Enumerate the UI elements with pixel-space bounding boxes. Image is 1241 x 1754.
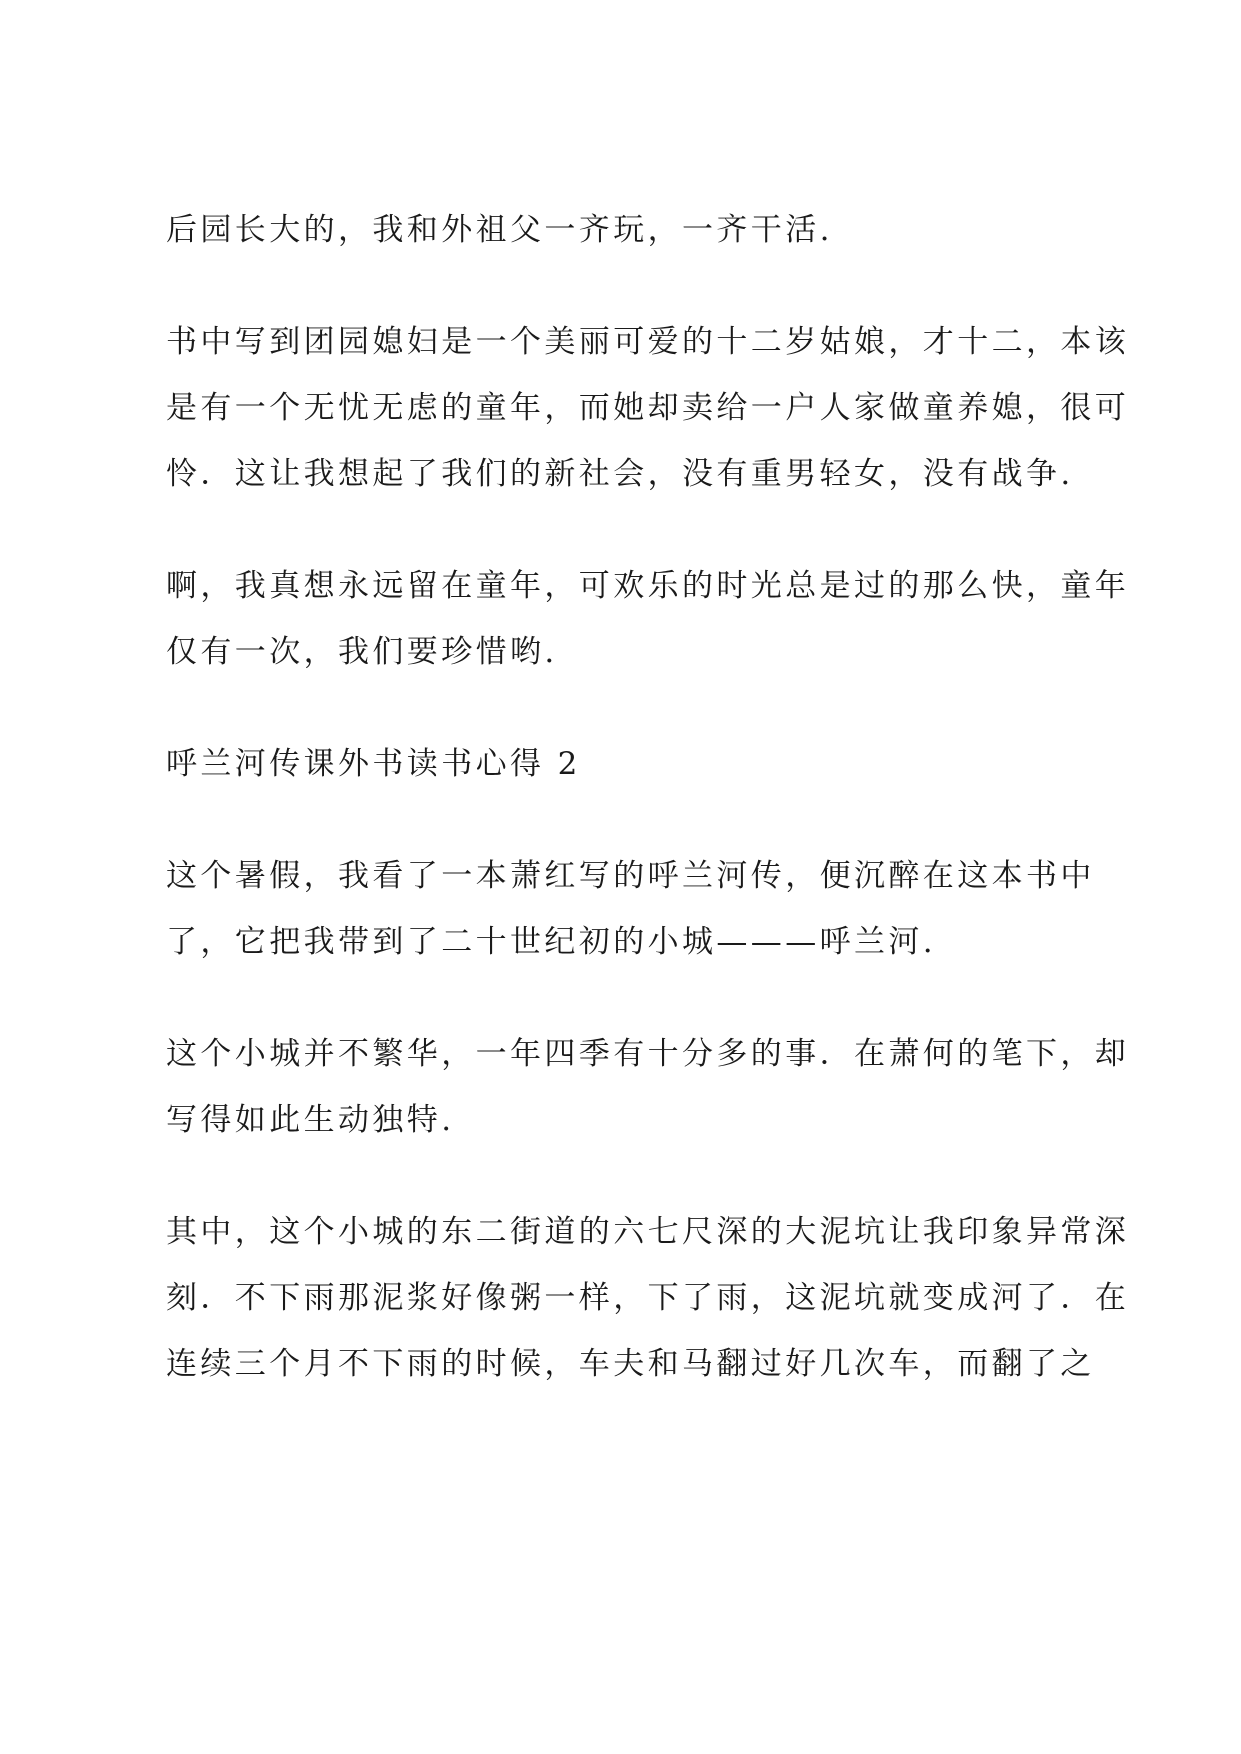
text-line: 这个暑假，我看了一本萧红写的呼兰河传，便沉醉在这本书中 xyxy=(166,858,1095,894)
text-line: 仅有一次，我们要珍惜哟. xyxy=(166,634,558,670)
text-line: 连续三个月不下雨的时候，车夫和马翻过好几次车，而翻了之 xyxy=(166,1346,1095,1382)
text-line: 了，它把我带到了二十世纪初的小城———呼兰河. xyxy=(166,924,937,960)
text-line: 后园长大的，我和外祖父一齐玩，一齐干活. xyxy=(166,212,833,248)
text-line: 书中写到团园媳妇是一个美丽可爱的十二岁姑娘，才十二，本该 xyxy=(166,324,1130,360)
text-line: 怜．这让我想起了我们的新社会，没有重男轻女，没有战争. xyxy=(166,456,1074,492)
paragraph-3 xyxy=(166,553,1130,685)
text-line: 啊，我真想永远留在童年，可欢乐的时光总是过的那么快，童年 xyxy=(166,568,1130,604)
section-heading xyxy=(166,731,1096,797)
paragraph-6 xyxy=(166,1199,1130,1397)
text-line: 这个小城并不繁华，一年四季有十分多的事．在萧何的笔下，却 xyxy=(166,1036,1130,1072)
paragraph-1 xyxy=(166,197,1096,263)
text-line: 其中，这个小城的东二街道的六七尺深的大泥坑让我印象异常深 xyxy=(166,1214,1130,1250)
text-line: 写得如此生动独特. xyxy=(166,1102,455,1138)
paragraph-4 xyxy=(166,843,1096,975)
paragraph-5 xyxy=(166,1021,1130,1153)
paragraph-2 xyxy=(166,309,1130,507)
text-line: 呼兰河传课外书读书心得 2 xyxy=(166,746,581,782)
text-line: 是有一个无忧无虑的童年，而她却卖给一户人家做童养媳，很可 xyxy=(166,390,1130,426)
text-line: 刻．不下雨那泥浆好像粥一样，下了雨，这泥坑就变成河了．在 xyxy=(166,1280,1130,1316)
